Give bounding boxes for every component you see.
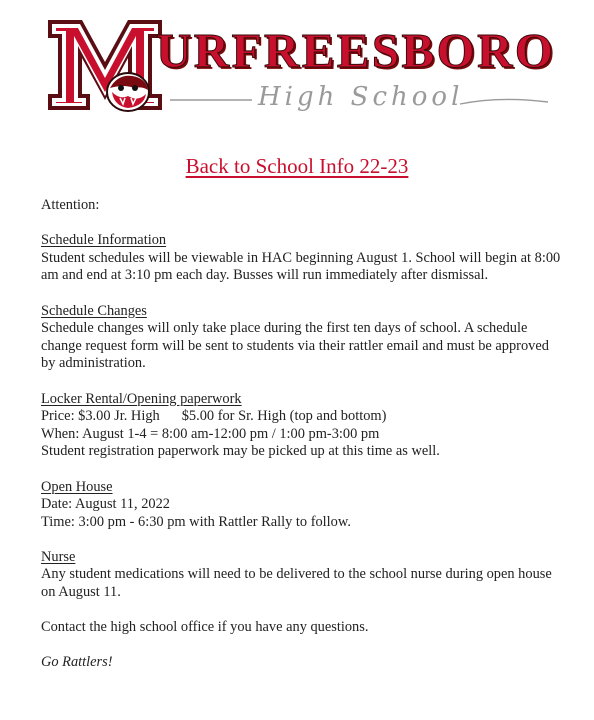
school-name-wordmark: URFREESBORO [156,23,556,78]
section-heading: Locker Rental/Opening paperwork [41,390,242,407]
section-text: Schedule changes will only take place during the first ten days of school. A schedule change request form will be sent to students via their rattler email and must be approved by administration. [41,320,549,372]
section-heading: Schedule Information [41,232,167,249]
section-schedule-information [41,232,561,285]
page-title[interactable]: Back to School Info 22-23 [185,154,409,178]
open-house-date: Date: August 11, 2022 [41,496,170,513]
locker-price-line [41,408,561,426]
section-heading: Open House [41,478,113,495]
closing-line: Go Rattlers! [41,654,113,671]
price-sr-high: $5.00 for Sr. High (top and bottom) [181,408,387,425]
high-school-script: High School [258,82,464,112]
locker-when-line: When: August 1-4 = 8:00 am-12:00 pm / 1:00 pm-3:00 pm [41,425,380,442]
greeting: Attention: [41,197,100,213]
contact-note: Contact the high school office if you have any questions. [41,619,369,636]
section-text: Any student medications will need to be delivered to the school nurse during open house on August 11. [41,566,552,601]
section-heading: Schedule Changes [41,302,147,319]
section-locker-rental [41,391,561,461]
rattler-mascot-icon [104,70,152,114]
school-logo [46,12,556,114]
section-text: Student schedules will be viewable in HAC beginning August 1. School will begin at 8:00 am and end at 3:10 pm each day. Busses will run immediately after dismissal. [41,249,561,284]
locker-note-line: Student registration paperwork may be picked up at this time as well. [41,443,440,460]
price-jr-high: Price: $3.00 Jr. High [41,408,160,425]
section-schedule-changes [41,303,561,373]
section-nurse [41,549,561,602]
section-heading: Nurse [41,548,76,565]
open-house-time: Time: 3:00 pm - 6:30 pm with Rattler Rally to follow. [41,513,351,530]
section-open-house [41,479,561,532]
announcement-body [41,197,561,690]
